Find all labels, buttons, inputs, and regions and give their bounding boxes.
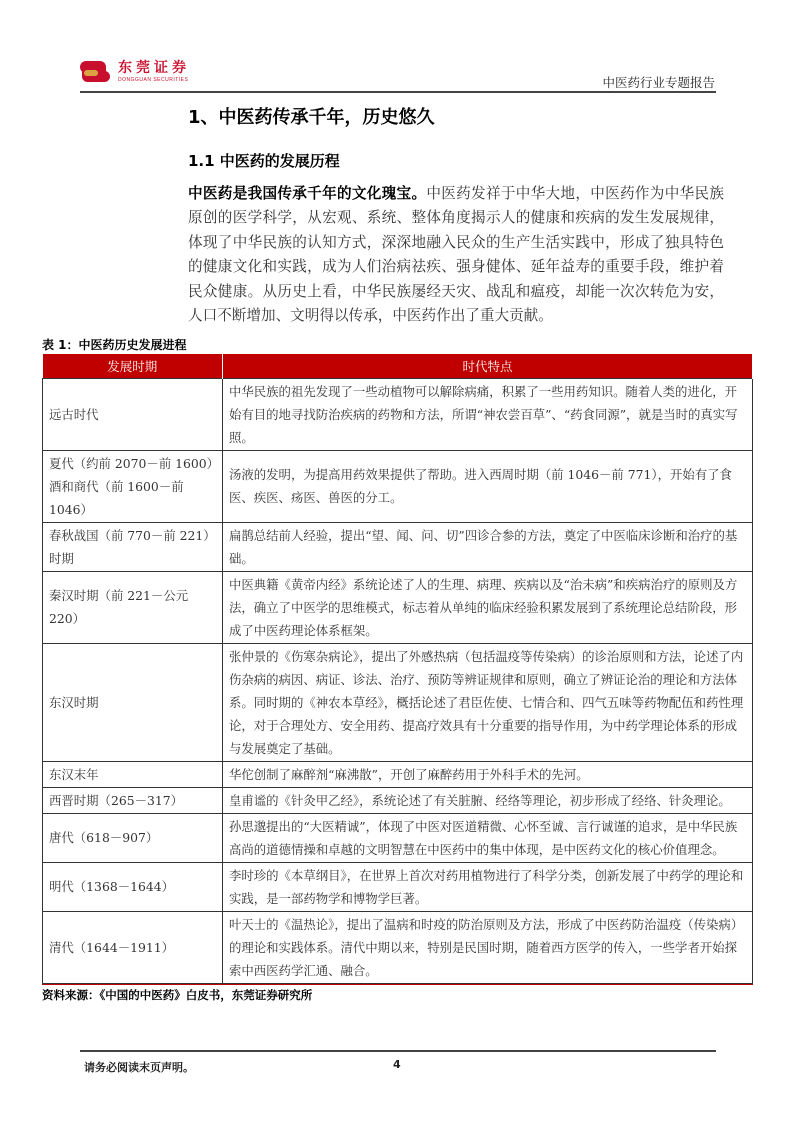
- footer-disclaimer: 请务必阅读末页声明。: [84, 1061, 194, 1074]
- period-cell: 清代（1644－1911）: [43, 911, 223, 983]
- subsection-title: 1.1 中医药的发展历程: [188, 152, 340, 170]
- feature-cell: 中医典籍《黄帝内经》系统论述了人的生理、病理、疾病以及“治未病”和疾病治疗的原则及方法，确立了中医学的思维模式，标志着从单纯的临床经验积累发展到了系统理论总结阶段，形成了中医药理论体系框架。: [223, 571, 753, 643]
- table-row: [43, 571, 753, 643]
- table-row: [43, 522, 753, 571]
- paragraph-lead: 中医药是我国传承千年的文化瑰宝。: [188, 185, 427, 202]
- feature-cell: 皇甫谧的《针灸甲乙经》，系统论述了有关脏腑、经络等理论，初步形成了经络、针灸理论。: [223, 787, 753, 813]
- section-title: 1、中医药传承千年，历史悠久: [188, 107, 435, 128]
- table-row: [43, 643, 753, 761]
- table-row: [43, 862, 753, 911]
- period-cell: 东汉末年: [43, 761, 223, 787]
- feature-cell: 扁鹊总结前人经验，提出“望、闻、问、切”四诊合参的方法，奠定了中医临床诊断和治疗的基础。: [223, 522, 753, 571]
- report-type: 中医药行业专题报告: [602, 75, 715, 90]
- paragraph-body: 中医药发祥于中华大地，中医药作为中华民族原创的医学科学，从宏观、系统、整体角度揭示人的健康和疾病的发生发展规律，体现了中华民族的认知方式，深深地融入民众的生产生活实践中，形成了独具特色的健康文化和实践，成为人们治病祛疾、强身健体、延年益寿的重要手段，维护着民众健康。从历史上看，中华民族屡经天灾、战乱和瘟疫，却能一次次转危为安，人口不断增加、文明得以传承，中医药作出了重大贡献。: [188, 185, 724, 325]
- feature-cell: 孙思邈提出的“大医精诚”，体现了中医对医道精微、心怀至诚、言行诚谨的追求，是中华民族高尚的道德情操和卓越的文明智慧在中医药中的集中体现，是中医药文化的核心价值理念。: [223, 813, 753, 862]
- feature-cell: 汤液的发明，为提高用药效果提供了帮助。进入西周时期（前 1046－前 771），开始有了食医、疾医、疡医、兽医的分工。: [223, 450, 753, 522]
- header-feature: 时代特点: [223, 354, 753, 378]
- feature-cell: 李时珍的《本草纲目》，在世界上首次对药用植物进行了科学分类，创新发展了中药学的理论和实践，是一部药物学和博物学巨著。: [223, 862, 753, 911]
- intro-paragraph: [188, 182, 724, 328]
- logo-swirl-icon: [80, 61, 110, 83]
- table-row: [43, 813, 753, 862]
- feature-cell: 叶天士的《温热论》，提出了温病和时疫的防治原则及方法，形成了中医药防治温疫（传染病）的理论和实践体系。清代中期以来，特别是民国时期，随着西方医学的传入，一些学者开始探索中西医药学汇通、融合。: [223, 911, 753, 983]
- feature-cell: 华佗创制了麻醉剂“麻沸散”，开创了麻醉药用于外科手术的先河。: [223, 761, 753, 787]
- period-cell: 秦汉时期（前 221－公元 220）: [43, 571, 223, 643]
- logo-chinese-name: 东莞证券: [118, 60, 190, 76]
- period-cell: 夏代（约前 2070－前 1600）酒和商代（前 1600－前 1046）: [43, 450, 223, 522]
- period-cell: 明代（1368－1644）: [43, 862, 223, 911]
- main-content: [42, 182, 753, 1003]
- table-row: [43, 378, 753, 450]
- page-number: 4: [393, 1058, 401, 1071]
- period-cell: 东汉时期: [43, 643, 223, 761]
- footer-divider: [80, 1050, 716, 1052]
- table-row: [43, 761, 753, 787]
- feature-cell: 中华民族的祖先发现了一些动植物可以解除病痛，积累了一些用药知识。随着人类的进化，开始有目的地寻找防治疾病的药物和方法，所谓“神农尝百草”、“药食同源”，就是当时的真实写照。: [223, 378, 753, 450]
- table-row: [43, 787, 753, 813]
- header-divider: [80, 91, 716, 93]
- period-cell: 唐代（618－907）: [43, 813, 223, 862]
- table-header-row: [43, 354, 753, 378]
- period-cell: 春秋战国（前 770－前 221）时期: [43, 522, 223, 571]
- table-row: [43, 911, 753, 983]
- period-cell: 远古时代: [43, 378, 223, 450]
- feature-cell: 张仲景的《伤寒杂病论》，提出了外感热病（包括温疫等传染病）的诊治原则和方法，论述了内伤杂病的病因、病证、诊法、治疗、预防等辨证规律和原则，确立了辨证论治的理论和方法体系。同时期的《神农本草经》，概括论述了君臣佐使、七情合和、四气五味等药物配伍和药性理论，对于合理处方、安全用药、提高疗效具有十分重要的指导作用，为中药学理论体系的形成与发展奠定了基础。: [223, 643, 753, 761]
- table-row: [43, 450, 753, 522]
- period-cell: 西晋时期（265－317）: [43, 787, 223, 813]
- history-table: [42, 354, 753, 984]
- table-source: 资料来源：《中国的中医药》白皮书，东莞证券研究所: [42, 984, 753, 1003]
- logo-english-name: DONGGUAN SECURITIES: [118, 77, 189, 83]
- table-caption: 表 1：中医药历史发展进程: [42, 338, 187, 353]
- company-logo: [80, 60, 190, 84]
- header-period: 发展时期: [43, 354, 223, 378]
